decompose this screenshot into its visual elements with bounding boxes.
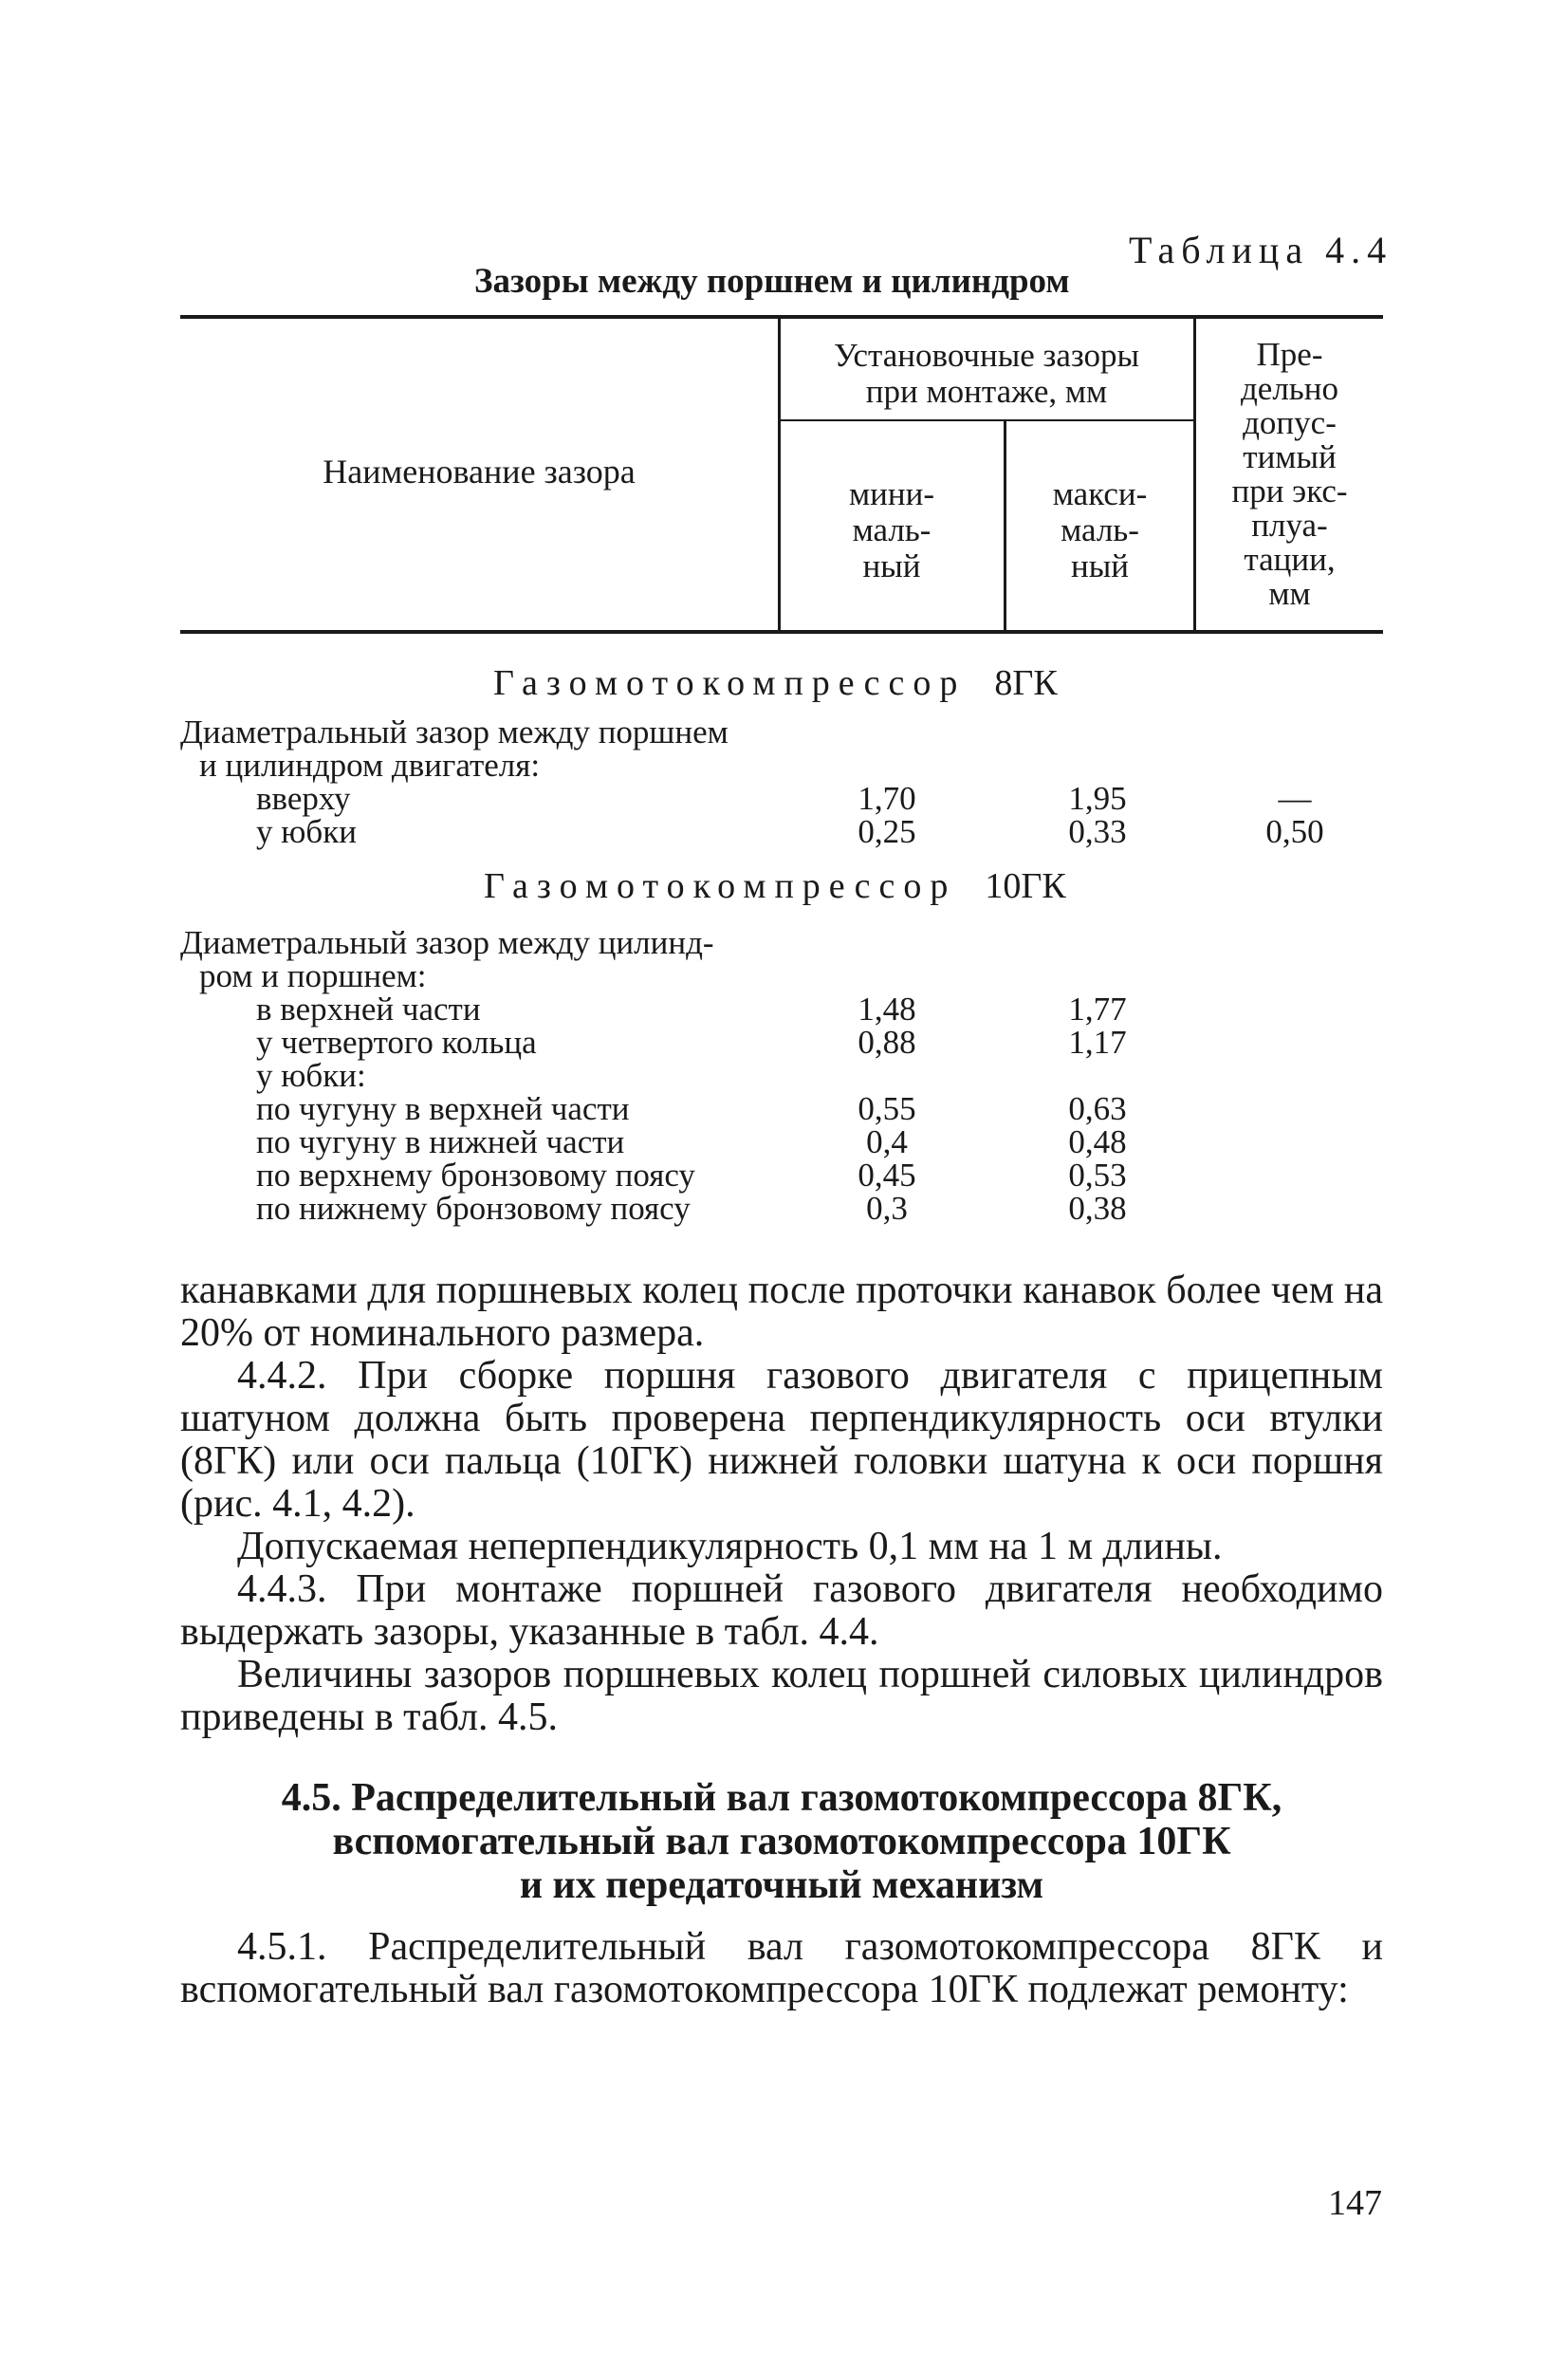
table-row (180, 1158, 1383, 1192)
col-header-limit (1196, 338, 1383, 611)
page-number: 147 (1328, 2183, 1382, 2223)
cell-min: 0,3 (866, 1190, 908, 1227)
paragraph: канавками для поршневых колец после проточки канавок более чем на 20% от номинального размера. (180, 1269, 1383, 1355)
row-label: у четвертого кольца (256, 1024, 537, 1061)
table-row (180, 959, 1383, 992)
col-header-group-line: Установочные зазоры (833, 337, 1140, 374)
cell-min: 0,55 (858, 1090, 916, 1127)
table-row (180, 749, 1383, 782)
row-label: в верхней части (256, 991, 481, 1028)
table-row (180, 715, 1383, 749)
row-label: вверху (256, 780, 351, 817)
cell-min: 0,45 (858, 1157, 916, 1194)
section-8gk-title (493, 662, 1058, 704)
col-header-min-line: мини- (849, 475, 934, 512)
col-header-limit-line: мм (1268, 575, 1311, 612)
row-label: по чугуну в нижней части (256, 1123, 625, 1160)
col-header-limit-line: допус- (1243, 404, 1337, 441)
section-10gk-title (484, 865, 1066, 907)
section-heading (180, 1776, 1383, 1907)
paragraph: 4.4.3. При монтаже поршней газового двигателя необходимо выдержать зазоры, указанные в табл. 4.4. (180, 1567, 1383, 1654)
cell-min: 0,88 (858, 1024, 916, 1061)
row-label: ром и поршнем: (199, 957, 427, 994)
cell-max: 0,53 (1068, 1157, 1127, 1194)
col-header-group-line: при монтаже, мм (865, 373, 1108, 410)
section-name: Газомотокомпрессор (484, 866, 957, 906)
col-header-min-line: маль- (852, 511, 932, 548)
row-label: по нижнему бронзовому поясу (256, 1190, 691, 1227)
table-row (180, 1026, 1383, 1059)
col-header-limit-line: при экс- (1231, 472, 1348, 510)
col-header-limit-line: дельно (1240, 370, 1338, 407)
table-row (180, 992, 1383, 1026)
table-title: Зазоры между поршнем и цилиндром (474, 262, 1070, 301)
col-header-max-line: маль- (1061, 511, 1139, 548)
final-paragraph-block (180, 1926, 1383, 2011)
cell-min: 1,70 (858, 780, 916, 817)
row-label: по чугуну в верхней части (256, 1090, 630, 1127)
paragraph: Допускаемая неперпендикулярность 0,1 мм на 1 м длины. (237, 1525, 1223, 1568)
col-header-group (780, 338, 1193, 410)
row-label: у юбки (256, 813, 357, 850)
cell-min: 0,4 (866, 1123, 908, 1160)
table-row (180, 782, 1383, 815)
table-row (180, 815, 1383, 848)
table-number: Таблица 4.4 (1129, 229, 1393, 271)
col-header-limit-line: тимый (1243, 438, 1337, 475)
table-row (180, 926, 1383, 959)
cell-max: 1,77 (1068, 991, 1127, 1028)
cell-min: 1,48 (858, 991, 916, 1028)
section-name: Газомотокомпрессор (493, 663, 967, 703)
table-row (180, 1092, 1383, 1125)
col-header-limit-line: Пре- (1256, 336, 1323, 373)
table-body-8gk (180, 715, 1383, 848)
table-row (180, 1192, 1383, 1225)
table-row (180, 1125, 1383, 1158)
paragraph: 4.4.2. При сборке поршня газового двигателя с прицепным шатуном должна быть проверена перпендикулярность оси втулки (8ГК) или оси пальца (10ГК) нижней головки шатуна к оси поршня (рис. 4.1, 4.2). (180, 1354, 1383, 1526)
table-body-10gk (180, 926, 1383, 1225)
col-header-min (780, 476, 1004, 584)
col-header-min-line: ный (862, 547, 921, 584)
cell-max: 1,95 (1068, 780, 1127, 817)
col-header-max-line: ный (1071, 547, 1129, 584)
cell-min: 0,25 (858, 813, 916, 850)
heading-line: вспомогательный вал газомотокомпрессора 10ГК (332, 1820, 1231, 1863)
final-paragraph: 4.5.1. Распределительный вал газомотокомпрессора 8ГК и вспомогательный вал газомотокомпрессора 10ГК подлежат ремонту: (180, 1925, 1383, 2011)
row-label: Диаметральный зазор между поршнем (180, 713, 729, 750)
col-header-limit-line: плуа- (1251, 507, 1328, 544)
col-header-name: Наименование зазора (323, 453, 636, 491)
col-header-limit-line: тации, (1244, 541, 1336, 578)
row-label: и цилиндром двигателя: (199, 747, 541, 784)
section-model: 8ГК (994, 663, 1058, 703)
row-label: по верхнему бронзовому поясу (256, 1157, 695, 1194)
cell-max: 1,17 (1068, 1024, 1127, 1061)
cell-limit: — (1278, 780, 1312, 817)
cell-max: 0,48 (1068, 1123, 1127, 1160)
table-group-rule (780, 419, 1193, 421)
row-label: у юбки: (256, 1057, 366, 1094)
heading-line: 4.5. Распределительный вал газомотокомпрессора 8ГК, (281, 1776, 1282, 1820)
body-text (180, 1269, 1383, 1739)
cell-max: 0,63 (1068, 1090, 1127, 1127)
table-top-rule (180, 315, 1383, 319)
heading-line: и их передаточный механизм (519, 1863, 1044, 1907)
section-model: 10ГК (985, 866, 1066, 906)
cell-max: 0,38 (1068, 1190, 1127, 1227)
cell-max: 0,33 (1068, 813, 1127, 850)
col-header-max (1006, 476, 1193, 584)
table-row (180, 1059, 1383, 1092)
cell-limit: 0,50 (1265, 813, 1324, 850)
row-label: Диаметральный зазор между цилинд- (180, 924, 714, 961)
paragraph: Величины зазоров поршневых колец поршней силовых цилиндров приведены в табл. 4.5. (180, 1653, 1383, 1739)
table-header-bottom-rule (180, 630, 1383, 634)
col-header-max-line: макси- (1052, 475, 1148, 512)
